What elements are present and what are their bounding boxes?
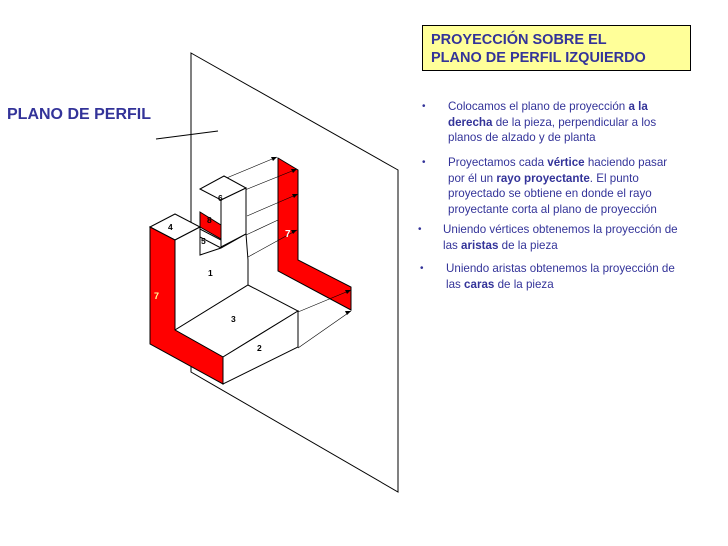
- bullet-1-text-1: Colocamos el plano de proyección: [448, 100, 629, 113]
- bullet-2: [422, 155, 684, 217]
- label-face-8: 8: [207, 215, 212, 225]
- label-face-1: 1: [208, 268, 213, 278]
- bullet-dot: •: [422, 157, 426, 168]
- label-face-7-projected: 7: [285, 229, 291, 240]
- label-face-3: 3: [231, 314, 236, 324]
- bullet-dot: •: [418, 224, 422, 235]
- bullet-2-text-2: haciendo pasar por él un: [448, 156, 668, 185]
- bullet-dot: •: [420, 263, 424, 274]
- bullet-3-text-1: Uniendo vértices obtenemos la proyección de las: [443, 223, 678, 252]
- title-line-1: PROYECCIÓN SOBRE EL: [431, 32, 607, 48]
- bullet-4-text-2: de la pieza: [494, 277, 554, 291]
- bullet-4-text-1: Uniendo aristas obtenemos la proyección de las: [446, 262, 675, 291]
- bullet-2-bold-2: rayo proyectante: [496, 171, 590, 185]
- bullet-4: [420, 261, 692, 292]
- bullet-1-text-2: de la pieza, perpendicular a los planos de alzado y de planta: [448, 115, 657, 144]
- label-face-7-left: 7: [154, 291, 160, 301]
- label-face-5: 5: [201, 236, 206, 246]
- label-face-6: 6: [218, 193, 223, 203]
- bullet-4-bold-1: caras: [464, 277, 495, 291]
- bullet-3: [418, 222, 680, 253]
- bullet-2-text-1: Proyectamos cada: [448, 156, 548, 169]
- label-face-2: 2: [257, 343, 262, 353]
- bullet-1: [422, 99, 677, 146]
- bullet-3-text-2: de la pieza: [498, 238, 558, 252]
- bullet-3-bold-1: aristas: [461, 238, 499, 252]
- bullet-dot: •: [422, 101, 426, 112]
- bullet-2-bold-1: vértice: [547, 156, 585, 169]
- title-line-2: PLANO DE PERFIL IZQUIERDO: [431, 50, 646, 66]
- label-face-4: 4: [168, 222, 173, 232]
- bullet-1-bold-1: a la derecha: [448, 100, 648, 129]
- plane-label: PLANO DE PERFIL: [7, 106, 152, 123]
- title-box: [422, 25, 691, 71]
- bullet-2-text-3: . El punto proyectado se obtiene en donde el rayo proyectante corta al plano de proyección: [448, 171, 657, 216]
